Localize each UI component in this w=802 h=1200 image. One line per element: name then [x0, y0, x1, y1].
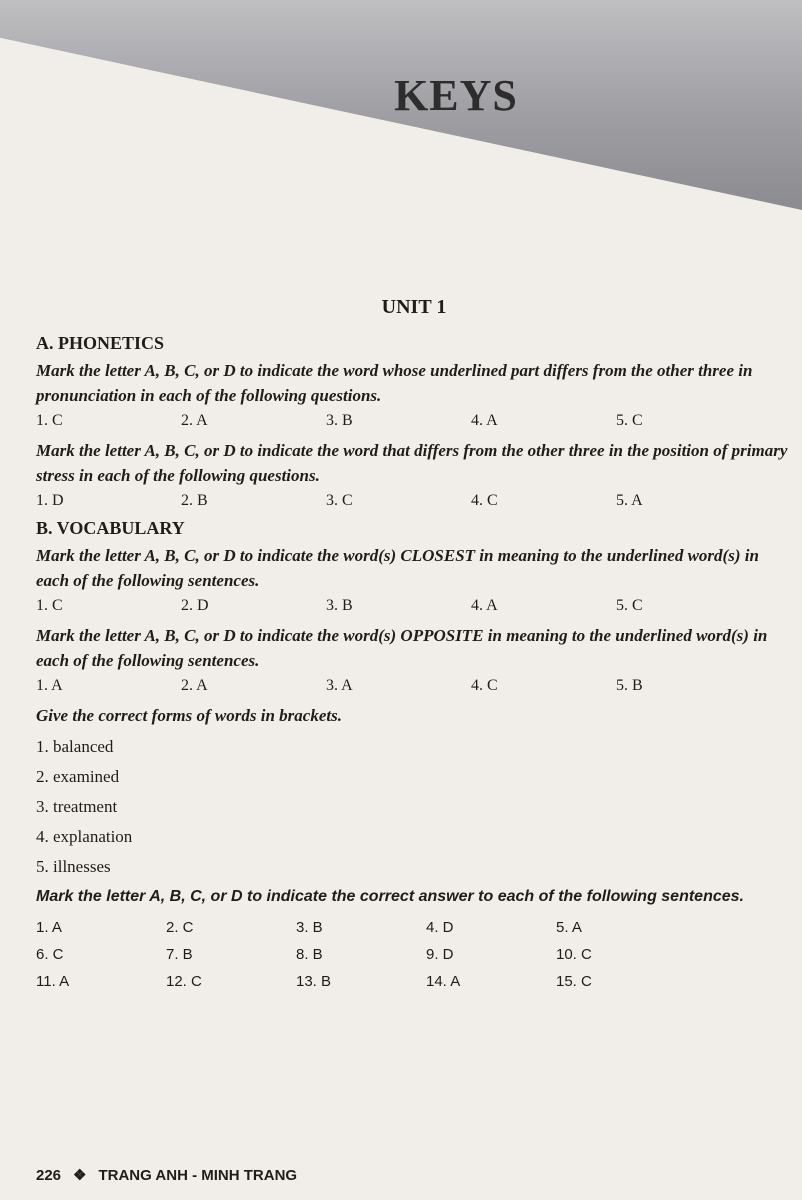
answer: 6. C: [36, 946, 64, 963]
answer: 15. C: [556, 973, 592, 990]
answer: 11. A: [36, 973, 70, 990]
answer: 5. illnesses: [36, 857, 111, 876]
answer: 4. explanation: [36, 827, 133, 846]
answer: 2. C: [166, 919, 194, 936]
answer: 1. A: [36, 919, 62, 936]
page-number: 226: [36, 1166, 62, 1184]
section-a-heading: A. PHONETICS: [36, 333, 165, 353]
answer: 1. D: [36, 492, 64, 509]
c-answers: [36, 919, 792, 990]
a1-instruction: Mark the letter A, B, C, or D to indicate the word whose underlined part differs from the other three in pronunciation in each of the following questions.: [36, 361, 753, 405]
b1-instruction: Mark the letter A, B, C, or D to indicate the word(s) CLOSEST in meaning to the underlined word(s) in each of the following sentences.: [36, 546, 759, 590]
answer: 1. balanced: [36, 737, 114, 756]
answer: 1. A: [36, 677, 63, 694]
answer: 5. A: [616, 492, 643, 509]
answer: 2. examined: [36, 767, 120, 786]
answer-row: [36, 973, 792, 990]
answer: 3. B: [296, 919, 323, 936]
answer: 3. treatment: [36, 797, 118, 816]
answer: 8. B: [296, 946, 323, 963]
answer: 5. B: [616, 677, 643, 694]
answer: 4. C: [471, 492, 498, 509]
a1-answers: [36, 412, 792, 430]
b2-instruction: Mark the letter A, B, C, or D to indicate the word(s) OPPOSITE in meaning to the underlined word(s) in each of the following sentences.: [36, 626, 768, 670]
answer-row: [36, 946, 792, 963]
answer: 7. B: [166, 946, 193, 963]
authors: TRANG ANH - MINH TRANG: [98, 1166, 298, 1184]
answer: 4. A: [471, 412, 498, 429]
answer: 9. D: [426, 946, 454, 963]
answer-row: [36, 919, 792, 936]
answer: 10. C: [556, 946, 592, 963]
answer: 13. B: [296, 973, 332, 990]
answer: 4. A: [471, 597, 498, 614]
answer: 3. C: [326, 492, 353, 509]
answer: 2. A: [181, 677, 208, 694]
answer: 2. B: [181, 492, 208, 509]
answer: 5. C: [616, 412, 643, 429]
answer: 3. A: [326, 677, 353, 694]
answer-key-content: [36, 296, 792, 1000]
answer: 1. C: [36, 412, 63, 429]
c-instruction: Mark the letter A, B, C, or D to indicate the correct answer to each of the following sentences.: [36, 888, 744, 905]
answer: 1. C: [36, 597, 63, 614]
answer: 2. A: [181, 412, 208, 429]
b2-answers: [36, 677, 792, 695]
b3-instruction: Give the correct forms of words in brackets.: [36, 706, 342, 725]
answer: 4. D: [426, 919, 454, 936]
answer: 5. C: [616, 597, 643, 614]
answer: 3. B: [326, 597, 353, 614]
answer: 4. C: [471, 677, 498, 694]
page-title: KEYS: [394, 71, 518, 120]
answer: 5. A: [556, 919, 582, 936]
answer: 12. C: [166, 973, 202, 990]
answer: 2. D: [181, 597, 209, 614]
answer: 14. A: [426, 973, 461, 990]
section-b-heading: B. VOCABULARY: [36, 518, 185, 538]
diamond-separator-icon: ❖: [73, 1167, 87, 1184]
b1-answers: [36, 597, 792, 615]
a2-answers: [36, 492, 792, 510]
b3-answers: [36, 732, 792, 882]
a2-instruction: Mark the letter A, B, C, or D to indicate the word that differs from the other three in the position of primary stress in each of the following questions.: [36, 441, 788, 485]
page-footer: [36, 1166, 297, 1184]
answer: 3. B: [326, 412, 353, 429]
unit-heading: UNIT 1: [381, 296, 447, 318]
